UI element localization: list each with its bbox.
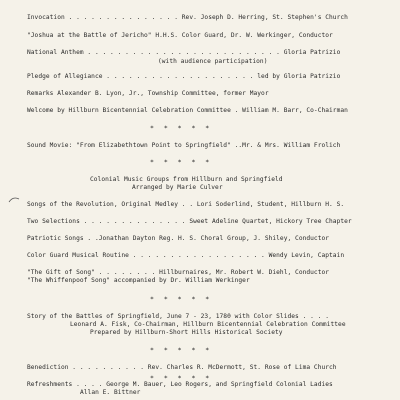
patriotic-line: Patriotic Songs . .Jonathan Dayton Reg. H. S. Choral Group, J. Shiley, Conductor [27, 235, 330, 242]
remarks-line: Remarks Alexander B. Lyon, Jr., Township Committee, former Mayor [27, 90, 269, 97]
anthem-line: National Anthem . . . . . . . . . . . . . . . . . . . . . . . . . . Gloria Patrizio [27, 49, 341, 56]
gift-line: "The Gift of Song" . . . . . . . . Hillburnaires, Mr. Robert W. Diehl, Conductor [27, 269, 330, 276]
colonial-heading: Colonial Music Groups from Hillburn and Springfield [90, 176, 283, 183]
separator-stars: * * * * * [150, 346, 213, 354]
refreshments-line: Refreshments . . . . George M. Bauer, Leo Rogers, and Springfield Colonial Ladies [27, 381, 333, 388]
colonial-arranger: Arranged by Marie Culver [132, 184, 223, 191]
separator-stars: * * * * * [150, 295, 213, 303]
color-guard-line: Color Guard Musical Routine . . . . . . . . . . . . . . . . . . Wendy Levin, Captain [27, 252, 345, 259]
two-selections-line: Two Selections . . . . . . . . . . . . . . Sweet Adeline Quartet, Hickory Tree Chapter [27, 218, 352, 225]
benediction-line: Benediction . . . . . . . . . . Rev. Charles R. McDermott, St. Rose of Lima Church [27, 364, 337, 371]
sound-movie-line: Sound Movie: "From Elizabethtown Point to Springfield" ..Mr. & Mrs. William Frolich [27, 142, 341, 149]
anthem-note: (with audience participation) [158, 58, 268, 65]
story-line: Story of the Battles of Springfield, June 7 - 23, 1780 with Color Slides . . . . [27, 313, 330, 320]
separator-stars: * * * * * [150, 158, 213, 166]
whiffenpoof-line: "The Whiffenpoof Song" accompanied by Dr. William Werkinger [27, 277, 250, 284]
story-presenter: Leonard A. Fisk, Co-Chairman, Hillburn Bicentennial Celebration Committee [70, 321, 346, 328]
separator-stars: * * * * * [150, 124, 213, 132]
refreshments-name: Allan E. Bittner [80, 389, 141, 396]
invocation-line: Invocation . . . . . . . . . . . . . . . Rev. Joseph D. Herring, St. Stephen's Church [27, 14, 348, 21]
welcome-line: Welcome by Hillburn Bicentennial Celebration Committee . William M. Barr, Co-Chairman [27, 107, 348, 114]
joshua-line: "Joshua at the Battle of Jericho" H.H.S. Color Guard, Dr. W. Werkinger, Conductor [27, 32, 333, 39]
pledge-line: Pledge of Allegiance . . . . . . . . . . . . . . . . . . . . led by Gloria Patrizio [27, 73, 341, 80]
separator-stars: * * * * * [150, 374, 213, 382]
pencil-mark-icon [8, 196, 20, 204]
story-preparer: Prepared by Hillburn-Short Hills Historical Society [90, 329, 283, 336]
songs-line: Songs of the Revolution, Original Medley . . Lori Soderlind, Student, Hillburn H. S. [27, 201, 345, 208]
